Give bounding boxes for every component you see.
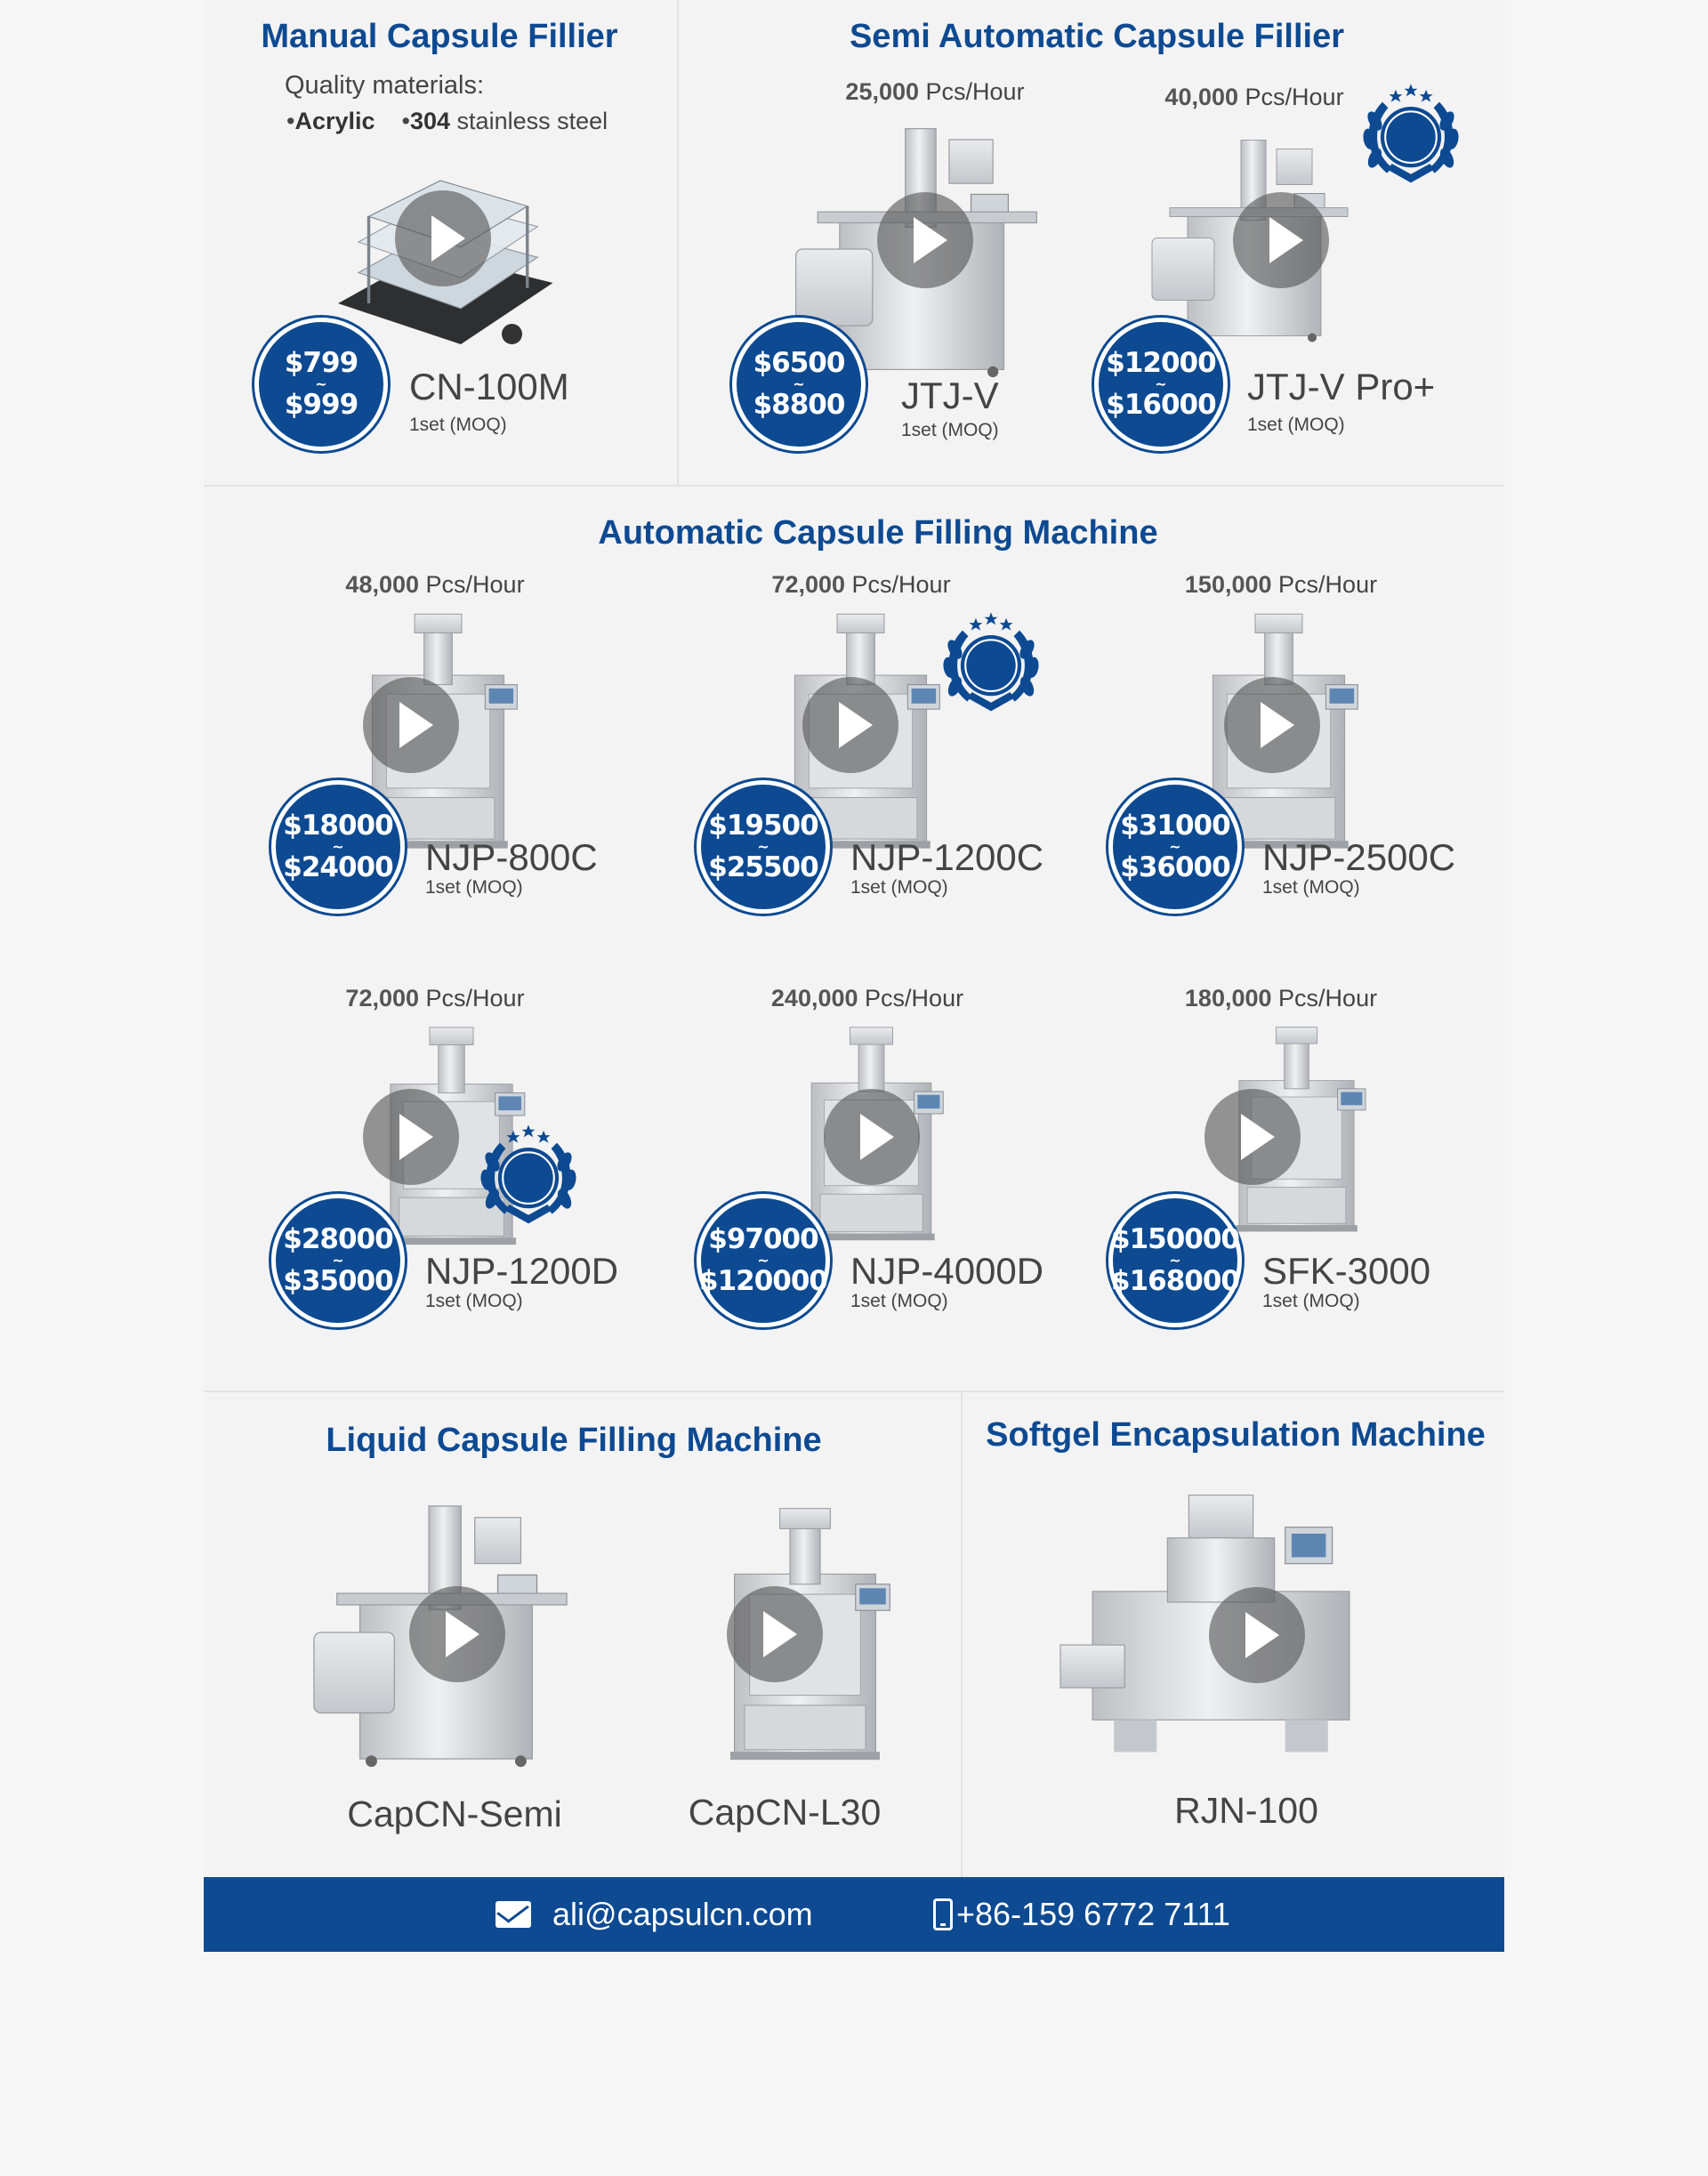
model-name-rjn-100: RJN-100 [1174,1790,1318,1831]
price-badge-njp-2500c [1108,780,1242,914]
price-high: $168000 [1111,1265,1239,1298]
price-high: $36000 [1120,851,1230,884]
rate-unit: Pcs/Hour [925,78,1025,105]
model-name-njp-2500c: NJP-2500C [1262,836,1456,878]
model-name-njp-800c: NJP-800C [425,836,598,878]
rate-unit: Pcs/Hour [1278,571,1378,598]
rate-unit: Pcs/Hour [425,985,525,1011]
moq-label: 1set (MOQ) [1247,415,1345,435]
rate-njp-1200d [345,985,524,1012]
price-badge-njp-1200c [697,780,830,914]
play-video-button[interactable] [877,192,973,288]
model-name-njp-1200c: NJP-1200C [850,836,1044,878]
rate-unit: Pcs/Hour [425,571,525,598]
section-title-liquid: Liquid Capsule Filling Machine [326,1422,822,1459]
price-low: $150000 [1111,1223,1239,1256]
price-badge-njp-800c [271,780,405,914]
price-low: $12000 [1106,347,1216,380]
section-title-automatic: Automatic Capsule Filling Machine [598,514,1158,552]
price-high: $999 [284,389,359,422]
model-name-capcn-semi: CapCN-Semi [347,1793,562,1834]
laurel-badge [471,1119,585,1233]
model-name-njp-1200d: NJP-1200D [425,1250,619,1292]
rate-unit: Pcs/Hour [1278,985,1378,1011]
laurel-badge [934,607,1048,721]
number-one-award-icon [934,607,1048,721]
moq-label: 1set (MOQ) [1262,877,1360,898]
moq-label: 1set (MOQ) [901,420,999,440]
price-low: $97000 [708,1223,818,1256]
price-badge-jtj-v [732,318,866,451]
material-bullet: • [401,108,410,134]
price-low: $799 [284,347,359,380]
rate-unit: Pcs/Hour [1245,84,1344,110]
price-badge-jtj-v-pro [1094,318,1228,451]
price-separator: ~ [1155,375,1167,392]
phone-number: +86-159 6772 7111 [956,1896,1230,1932]
rate-njp-2500c [1185,571,1377,599]
play-video-button[interactable] [363,677,459,773]
price-separator: ~ [757,837,769,855]
model-name-sfk-3000: SFK-3000 [1262,1250,1431,1292]
moq-label: 1set (MOQ) [1262,1291,1360,1311]
model-name-cn-100m: CN-100M [409,366,569,407]
price-separator: ~ [1169,837,1181,855]
mobile-phone-icon [933,1898,953,1930]
price-separator: ~ [315,375,327,392]
rate-sfk-3000 [1185,985,1377,1012]
play-video-button[interactable] [1204,1089,1301,1185]
phone-link[interactable] [933,1877,1230,1952]
rate-unit: Pcs/Hour [851,571,951,598]
model-name-capcn-l30: CapCN-L30 [688,1792,882,1833]
play-video-button[interactable] [1233,192,1329,288]
price-low: $31000 [1120,810,1230,842]
price-high: $24000 [283,851,393,884]
play-video-button[interactable] [727,1586,823,1682]
price-separator: ~ [757,1251,769,1269]
price-high: $120000 [699,1265,827,1298]
material-bullet: • [286,108,295,134]
section-title-softgel: Softgel Encapsulation Machine [986,1416,1486,1454]
model-name-jtj-v: JTJ-V [901,375,999,416]
price-badge-njp-1200d [271,1194,405,1327]
rate-value: 150,000 [1184,571,1272,598]
price-high: $8800 [753,389,845,422]
price-high: $16000 [1106,389,1216,422]
rate-jtj-v-pro [1164,84,1343,111]
section-title-semi: Semi Automatic Capsule Fillier [849,18,1345,55]
quality-materials-list [286,108,608,135]
play-video-button[interactable] [409,1586,505,1682]
number-one-award-icon [1354,78,1468,192]
model-name-njp-4000d: NJP-4000D [850,1250,1044,1292]
play-video-button[interactable] [1224,677,1320,773]
rate-njp-800c [345,571,524,599]
email-link[interactable] [495,1877,813,1952]
play-video-button[interactable] [802,677,898,773]
price-badge-cn-100m [254,318,388,451]
price-badge-njp-4000d [697,1194,830,1327]
rate-value: 48,000 [345,571,420,598]
rate-unit: Pcs/Hour [865,985,964,1011]
section-title-manual: Manual Capsule Fillier [261,18,618,55]
email-address: ali@capsulcn.com [552,1896,813,1932]
rate-value: 72,000 [345,985,420,1011]
price-separator: ~ [332,1251,344,1269]
material-steel: stainless steel [450,108,608,134]
price-separator: ~ [332,837,344,855]
price-low: $18000 [283,810,393,842]
material-304: 304 [409,108,451,134]
divider-bottom [961,1392,963,1877]
price-high: $25500 [708,851,818,884]
price-badge-sfk-3000 [1108,1194,1242,1327]
price-high: $35000 [283,1265,393,1298]
material-acrylic: Acrylic [294,108,375,134]
play-video-button[interactable] [395,190,491,286]
play-video-button[interactable] [1209,1587,1305,1683]
moq-label: 1set (MOQ) [850,877,948,898]
divider-row-1 [204,485,1504,487]
divider-row-2 [204,1390,1504,1392]
moq-label: 1set (MOQ) [850,1291,948,1311]
price-separator: ~ [793,375,805,392]
price-low: $19500 [708,810,818,842]
price-low: $6500 [753,347,845,380]
quality-materials-title: Quality materials: [285,71,485,100]
price-separator: ~ [1169,1251,1181,1269]
rate-njp-1200c [771,571,950,599]
rate-value: 72,000 [771,571,846,598]
rate-njp-4000d [771,985,963,1012]
rate-jtj-v [845,78,1024,106]
contact-bar [204,1877,1504,1952]
rate-value: 240,000 [770,985,858,1011]
play-video-button[interactable] [824,1089,920,1185]
rate-value: 25,000 [845,78,920,105]
price-low: $28000 [283,1223,393,1256]
model-name-jtj-v-pro: JTJ-V Pro+ [1247,366,1436,407]
divider-top [677,0,679,485]
moq-label: 1set (MOQ) [425,1291,523,1311]
play-video-button[interactable] [363,1089,459,1185]
moq-label: 1set (MOQ) [425,877,523,898]
moq-label: 1set (MOQ) [409,415,507,435]
rate-value: 40,000 [1164,84,1239,110]
number-one-award-icon [471,1119,585,1233]
rate-value: 180,000 [1184,985,1272,1011]
laurel-badge [1354,78,1468,192]
mail-icon [495,1901,531,1928]
